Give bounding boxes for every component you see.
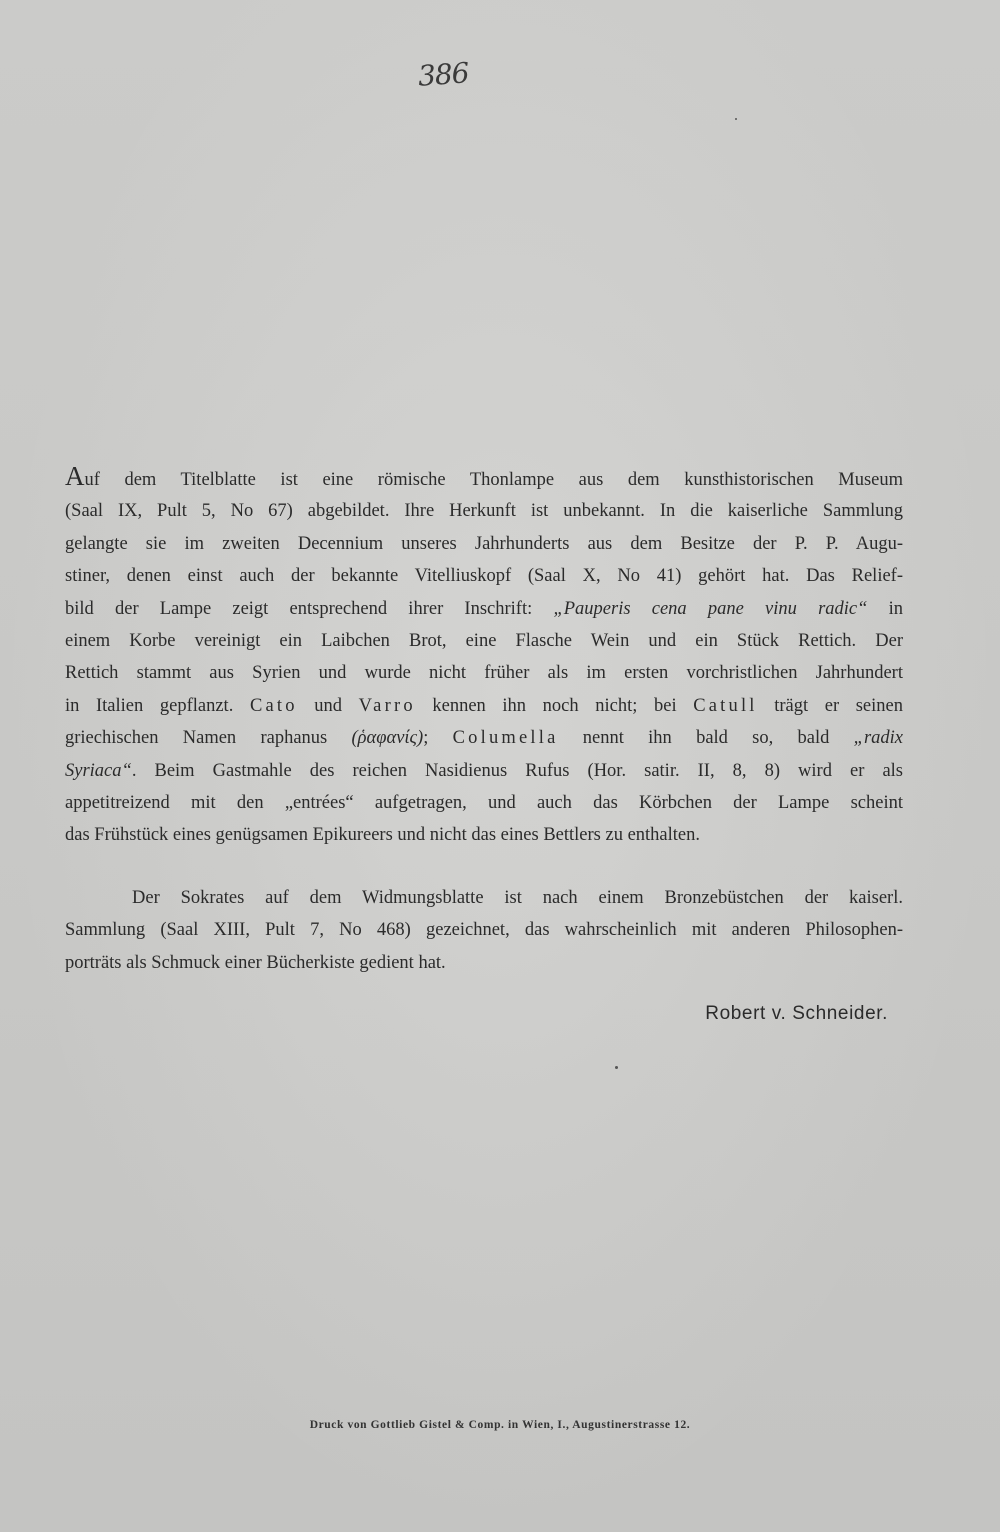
text-line: appetitreizend mit den „entrées“ aufgetragen, und auch das Körbchen der Lampe scheint [65, 792, 903, 813]
text-line: (Saal IX, Pult 5, No 67) abgebildet. Ihre Herkunft ist unbekannt. In die kaiserliche Sammlung [65, 501, 903, 522]
text-line: griechischen Namen raphanus (ῥαφανίς); Columella nennt ihn bald so, bald „radix [65, 728, 903, 749]
text-line: gelangte sie im zweiten Decennium unseres Jahrhunderts aus dem Besitze der P. P. Augu- [65, 533, 903, 554]
ink-speck [735, 118, 737, 120]
inscription-quote: „Pauperis cena pane vinu radic“ [553, 598, 868, 619]
author-name-columella: Columella [452, 728, 559, 749]
author-name-cato: Cato [249, 695, 298, 716]
latin-term: „radix [853, 728, 903, 749]
text-line: Sammlung (Saal XIII, Pult 7, No 468) gezeichnet, das wahrscheinlich mit anderen Philosophen- [65, 920, 903, 941]
author-name-varro: Varro [358, 695, 416, 716]
text-line: das Frühstück eines genügsamen Epikureers und nicht das eines Bettlers zu enthalten. [65, 825, 700, 846]
handwritten-page-number: 386 [416, 56, 470, 93]
text-line: bild der Lampe zeigt entsprechend ihrer Inschrift: „Pauperis cena pane vinu radic“ in [65, 598, 904, 619]
paragraph-sokrates-note [65, 882, 903, 979]
text-line: einem Korbe vereinigt ein Laibchen Brot, eine Flasche Wein und ein Stück Rettich. Der [65, 630, 903, 651]
paragraph-illustration-note [65, 463, 903, 852]
greek-term: (ῥαφανίς) [351, 728, 424, 749]
text-line: Auf dem Titelblatte ist eine römische Thonlampe aus dem kunsthistorischen Museum [65, 461, 903, 491]
ink-speck [615, 1066, 618, 1069]
author-name-catull: Catull [693, 695, 758, 716]
text-line: in Italien gepflanzt. Cato und Varro kennen ihn noch nicht; bei Catull trägt er seinen [65, 695, 903, 716]
printer-imprint: Druck von Gottlieb Gistel & Comp. in Wien, I., Augustinerstrasse 12. [309, 1419, 691, 1431]
text-line: Rettich stammt aus Syrien und wurde nicht früher als im ersten vorchristlichen Jahrhundert [65, 663, 903, 684]
latin-term: Syriaca“ [65, 760, 132, 781]
text-line: stiner, denen einst auch der bekannte Vitelliuskopf (Saal X, No 41) gehört hat. Das Relief- [65, 566, 903, 587]
text-line: Der Sokrates auf dem Widmungsblatte ist nach einem Bronzebüstchen der kaiserl. [132, 888, 903, 908]
author-signature: Robert v. Schneider. [705, 1003, 888, 1024]
text-line: Syriaca“. Beim Gastmahle des reichen Nasidienus Rufus (Hor. satir. II, 8, 8) wird er als [65, 760, 903, 781]
dropcap: A [65, 461, 85, 491]
text-line: porträts als Schmuck einer Bücherkiste gedient hat. [65, 952, 446, 973]
